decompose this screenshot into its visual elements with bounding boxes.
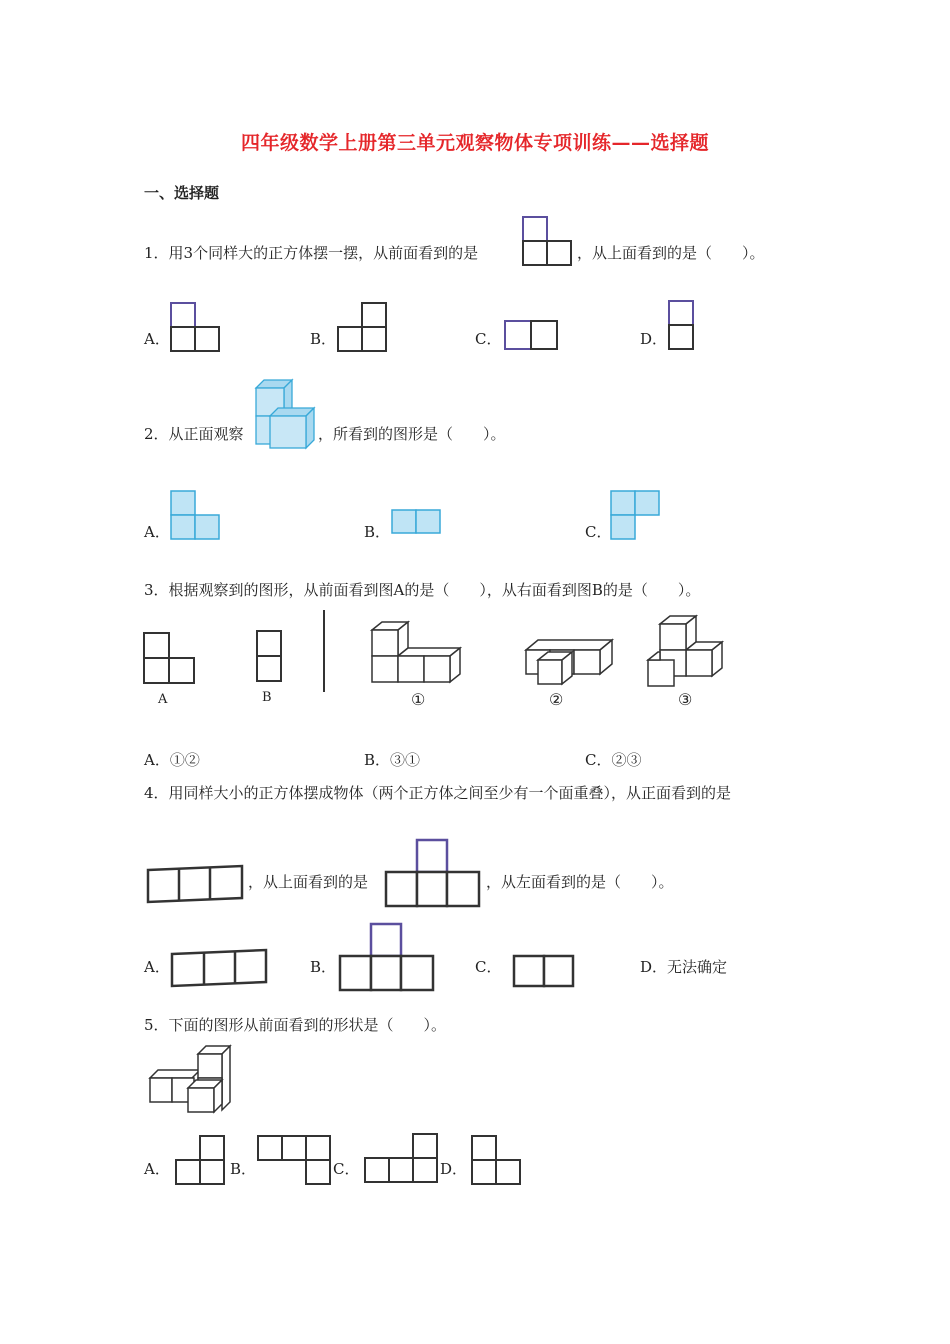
q3-option-c[interactable]: C．②③	[585, 751, 642, 769]
page-title: 四年级数学上册第三单元观察物体专项训练——选择题	[240, 132, 709, 154]
q3-divider	[322, 610, 326, 694]
q2-option-b-label[interactable]: B．	[364, 523, 391, 541]
q2-option-c-figure	[610, 490, 662, 542]
q2-option-a-label[interactable]: A．	[144, 523, 170, 541]
q1-option-a-figure	[170, 302, 222, 354]
q5-option-c-figure	[364, 1132, 440, 1186]
q1-option-a-label[interactable]: A．	[144, 330, 170, 348]
q4-option-b-label[interactable]: B．	[310, 958, 337, 976]
q4-text-c: ，从左面看到的是（ ）。	[486, 873, 674, 891]
q1-option-c-label[interactable]: C．	[475, 330, 502, 348]
q5-option-c-label[interactable]: C．	[333, 1160, 360, 1178]
q3-option-b[interactable]: B．③①	[364, 751, 421, 769]
q4-option-a-figure	[170, 948, 270, 988]
q4-option-d[interactable]: D．无法确定	[640, 958, 728, 976]
q3-figure-1	[370, 620, 464, 686]
q3-label-a: A	[158, 692, 168, 707]
q4-top-view-figure	[384, 838, 482, 910]
q4-option-b-figure	[338, 922, 436, 994]
q4-option-c-figure	[512, 954, 576, 990]
q5-text: 5．下面的图形从前面看到的形状是（ ）。	[144, 1016, 447, 1034]
q1-text-a: 1．用3个同样大的正方体摆一摆，从前面看到的是	[144, 244, 479, 262]
q5-cube-figure	[148, 1044, 234, 1116]
q5-option-a-label[interactable]: A．	[144, 1160, 170, 1178]
q1-option-b-label[interactable]: B．	[310, 330, 337, 348]
q1-text-b: ，从上面看到的是（ ）。	[577, 244, 765, 262]
q3-figure-3	[646, 614, 726, 690]
q2-text-a: 2．从正面观察	[144, 425, 244, 443]
q1-front-view-figure	[522, 216, 574, 268]
q4-option-a-label[interactable]: A．	[144, 958, 170, 976]
q2-option-b-figure	[391, 509, 443, 535]
q2-cube-stack-figure	[254, 378, 318, 450]
q1-option-d-label[interactable]: D．	[640, 330, 668, 348]
q2-option-a-figure	[170, 490, 222, 542]
q3-label-1: ①	[411, 690, 426, 709]
q5-option-d-label[interactable]: D．	[440, 1160, 468, 1178]
q5-option-a-figure	[175, 1134, 227, 1188]
q1-option-d-figure	[668, 300, 696, 352]
q2-text-b: ，所看到的图形是（ ）。	[318, 425, 506, 443]
q3-figure-a	[143, 632, 197, 686]
q3-text: 3．根据观察到的图形，从前面看到图A的是（ ），从右面看到图B的是（ ）。	[144, 581, 701, 599]
q3-figure-b	[256, 630, 284, 684]
section-heading: 一、选择题	[144, 184, 220, 202]
q3-figure-2	[524, 638, 616, 688]
q3-option-a[interactable]: A．①②	[144, 751, 200, 769]
q4-front-view-figure	[146, 864, 246, 904]
q3-label-2: ②	[549, 690, 564, 709]
q5-option-d-figure	[471, 1134, 523, 1188]
q1-option-c-figure	[504, 320, 558, 352]
q3-label-b: B	[262, 690, 272, 705]
q1-option-b-figure	[337, 302, 389, 354]
q2-option-c-label[interactable]: C．	[585, 523, 612, 541]
q4-text: 4．用同样大小的正方体摆成物体（两个正方体之间至少有一个面重叠），从正面看到的是	[144, 784, 732, 802]
q4-option-c-label[interactable]: C．	[475, 958, 502, 976]
q5-option-b-label[interactable]: B．	[230, 1160, 257, 1178]
q5-option-b-figure	[257, 1134, 333, 1188]
q4-text-b: ，从上面看到的是	[248, 873, 369, 891]
q3-label-3: ③	[678, 690, 693, 709]
